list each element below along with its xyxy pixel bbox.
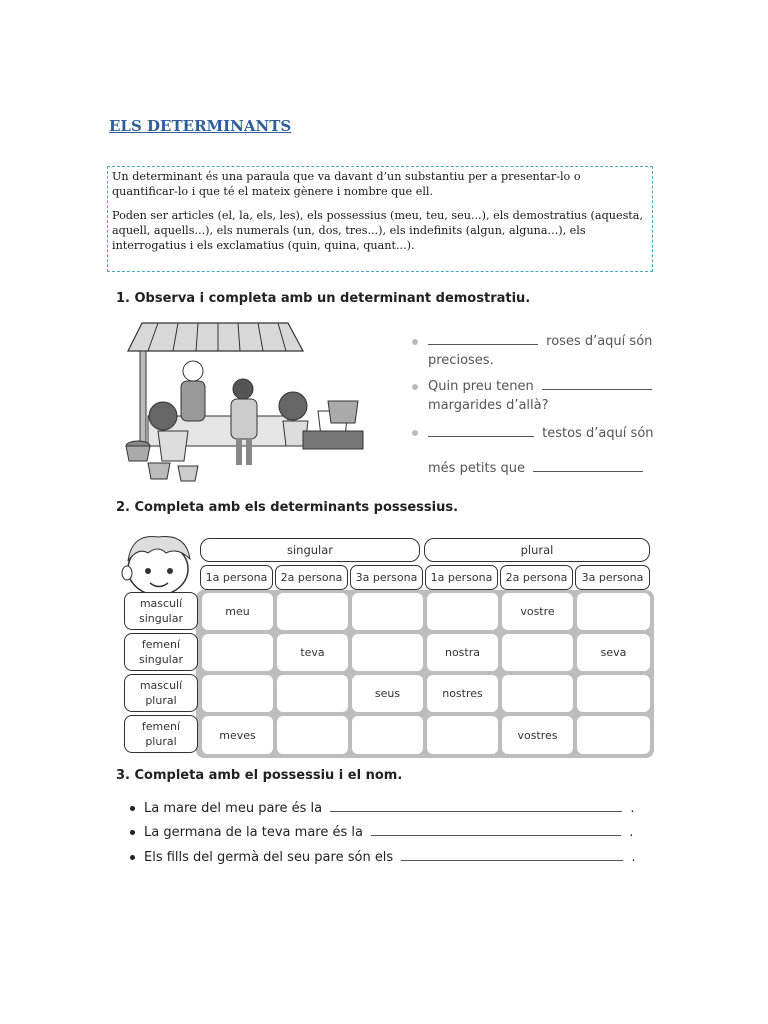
bullet [130,830,135,835]
exercise-1-item-1 [428,332,652,370]
row-label: femení plural [124,715,198,753]
exercise-3-sentence-2: La germana de la teva mare és la . [130,825,633,840]
person-header: 1a persona [200,565,273,590]
table-cell[interactable] [577,716,650,754]
types-paragraph: Poden ser articles (el, la, els, les), els possessius (meu, teu, seu...), els demostratius (aquesta, aquell, aquells...), els numerals (un, dos, tres...), els indefinits (algun, alguna...), els interrogatius i els exclamatius (quin, quina, quant...). [112,209,644,252]
exercise-1-item-3 [428,424,654,443]
bullet [130,806,135,811]
exercise-1-title: 1. Observa i completa amb un determinant demostratiu. [116,291,531,306]
definition-box [107,166,653,272]
exercise-3-title: 3. Completa amb el possessiu i el nom. [116,768,403,783]
table-cell[interactable]: vostre [502,593,573,630]
flower-shop-illustration [118,321,380,487]
item-text: més petits que [428,461,526,476]
item-text: roses d’aquí són [546,334,653,349]
table-cell[interactable]: vostres [502,716,573,754]
table-cell[interactable] [202,675,273,712]
exercise-1-item-2 [428,377,652,415]
table-cell[interactable] [277,716,348,754]
definition-paragraph: Un determinant és una paraula que va davant d’un substantiu per a presentar-lo o quantificar-lo i que té el mateix gènere i nombre que ell. [112,170,581,198]
table-cell[interactable] [577,675,650,712]
row-label: masculí plural [124,674,198,712]
answer-blank[interactable] [371,835,621,836]
answer-blank[interactable] [428,436,534,437]
person-header: 2a persona [275,565,348,590]
exercise-1-item-3-cont [428,459,643,478]
table-cell[interactable]: seus [352,675,423,712]
table-cell[interactable] [427,716,498,754]
table-cell[interactable]: nostra [427,634,498,671]
table-cell[interactable]: teva [277,634,348,671]
group-header-singular: singular [200,538,420,562]
bullet [130,855,135,860]
bullet [412,430,418,436]
person-header: 3a persona [575,565,650,590]
group-header-plural: plural [424,538,650,562]
table-cell[interactable]: meu [202,593,273,630]
item-text: testos d’aquí són [542,426,654,441]
child-illustration [118,527,202,599]
table-cell[interactable]: nostres [427,675,498,712]
person-header: 2a persona [500,565,573,590]
table-cell[interactable] [577,593,650,630]
answer-blank[interactable] [533,471,643,472]
item-text: precioses. [428,353,494,368]
row-label: masculí singular [124,592,198,630]
answer-blank[interactable] [401,860,623,861]
table-cell[interactable] [502,675,573,712]
table-cell[interactable] [427,593,498,630]
table-cell[interactable]: meves [202,716,273,754]
person-header: 3a persona [350,565,423,590]
table-cell[interactable] [502,634,573,671]
table-cell[interactable] [277,675,348,712]
row-label: femení singular [124,633,198,671]
bullet [412,339,418,345]
item-text: Quin preu tenen [428,379,534,394]
exercise-2-title: 2. Completa amb els determinants possessius. [116,500,459,515]
table-cell[interactable] [352,716,423,754]
answer-blank[interactable] [542,389,652,390]
table-cell[interactable] [202,634,273,671]
exercise-3-sentence-1: La mare del meu pare és la . [130,801,635,816]
item-text: margarides d’allà? [428,398,549,413]
answer-blank[interactable] [330,811,622,812]
table-cell[interactable] [352,634,423,671]
page-title: ELS DETERMINANTS [109,117,292,135]
table-cell[interactable] [352,593,423,630]
exercise-3-sentence-3: Els fills del germà del seu pare són els . [130,850,636,865]
bullet [412,384,418,390]
table-cell[interactable] [277,593,348,630]
table-cell[interactable]: seva [577,634,650,671]
answer-blank[interactable] [428,344,538,345]
person-header: 1a persona [425,565,498,590]
